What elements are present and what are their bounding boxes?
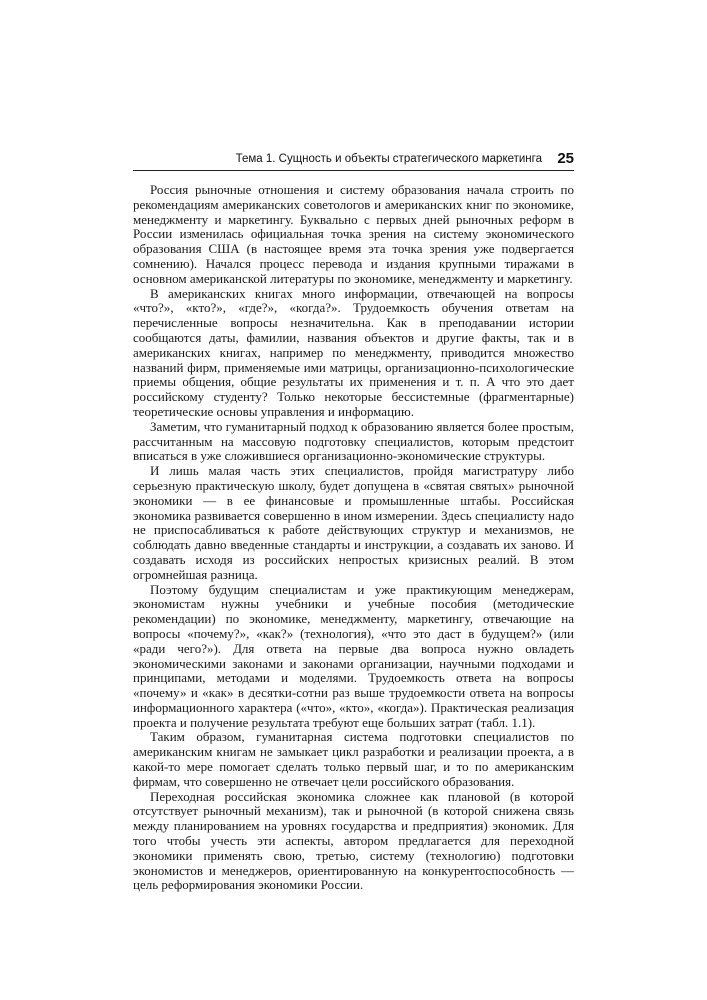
paragraph: Переходная российская экономика сложнее как плановой (в которой отсутствует рыночный механизм), так и рыночной (в которой снижена связь между планированием на уровнях государства и предприятия) экономик. Для того чтобы учесть эти аспекты, автором предлагается для переходной экономики применять свою, третью, систему (технологию) подготовки экономистов и менеджеров, ориентированную на конкурентоспособность — цель реформирования экономики России. — [133, 788, 574, 893]
paragraph: Заметим, что гуманитарный подход к образованию является более простым, рассчитанным на массовую подготовку специалистов, которым предстоит вписаться в уже сложившиеся организационно-экономические структуры. — [133, 418, 574, 464]
paragraph: Россия рыночные отношения и систему образования начала строить по рекомендациям американских советологов и американских книг по экономике, менеджменту и маркетингу. Буквально с первых дней рыночных реформ в России изменилась официальная точка зрения на систему экономического образования США (в настоящее время эта точка зрения уже подвергается сомнению). Начался процесс перевода и издания крупными тиражами в основном американской литературы по экономике, менеджменту и маркетингу. — [133, 182, 574, 286]
running-header — [133, 150, 574, 171]
body-text — [133, 183, 574, 893]
running-title: Тема 1. Сущность и объекты стратегического маркетинга — [235, 153, 542, 165]
paragraph: Поэтому будущим специалистам и уже практикующим менеджерам, экономистам нужны учебники и учебные пособия (методические рекомендации) по экономике, менеджменту, маркетингу, отвечающие на вопросы «почему?», «как?» (технология), «что это даст в будущем?» (или «ради чего?»). Для ответа на первые два вопроса нужно овладеть экономическими законами и законами организации, научными подходами и принципами, методами и моделями. Трудоемкость ответа на вопросы «почему» и «как» в десятки-сотни раз выше трудоемкости ответа на вопросы информационного характера («что», «кто», «когда»). Практическая реализация проекта и получение результата требуют еще больших затрат (табл. 1.1). — [133, 581, 574, 730]
paragraph: И лишь малая часть этих специалистов, пройдя магистратуру либо серьезную практическую школу, будет допущена в «святая святых» рыночной экономики — в ее финансовые и промышленные штабы. Российская экономика развивается совершенно в ином измерении. Здесь специалисту надо не приспосабливаться к работе действующих структур и механизмов, не соблюдать давно введенные стандарты и инструкции, а создавать их заново. И создавать исходя из российских непростых кризисных реалий. В этом огромнейшая разница. — [133, 463, 574, 582]
paragraph: Таким образом, гуманитарная система подготовки специалистов по американским книгам не замыкает цикл разработки и реализации проекта, а в какой-то мере помогает сделать только первый шаг, и то по американским фирмам, что совершенно не отвечает цели российского образования. — [133, 729, 574, 789]
paragraph: В американских книгах много информации, отвечающей на вопросы «что?», «кто?», «где?», «когда?». Трудоемкость обучения ответам на перечисленные вопросы незначительна. Как в преподавании истории сообщаются даты, фамилии, названия объектов и другие факты, так и в американских книгах, например по менеджменту, приводится множество названий фирм, применяемые ими матрицы, организационно-психологические приемы общения, общие результаты их применения и т. п. А что это дает российскому студенту? Только некоторые бессистемные (фрагментарные) теоретические основы управления и информацию. — [133, 285, 574, 419]
page-number: 25 — [557, 150, 574, 167]
